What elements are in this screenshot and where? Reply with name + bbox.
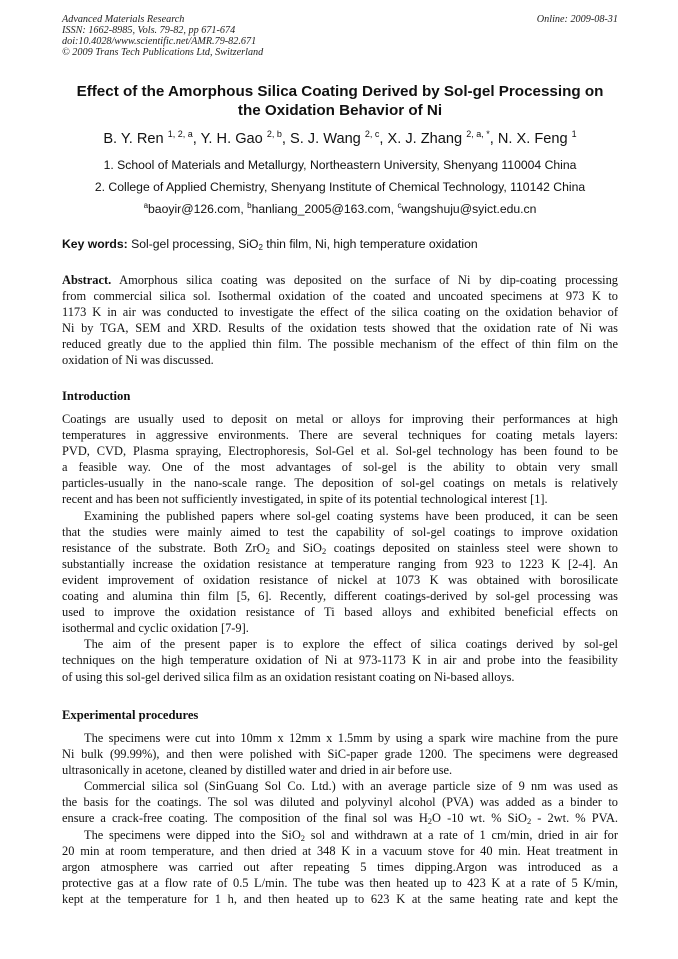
text-line: a feasible way. One of the most advantages of sol-gel is the ability to obtain very small [62, 460, 618, 475]
abstract [62, 272, 618, 369]
author-list [62, 129, 618, 149]
text-line: protective gas at a flow rate of 0.5 L/min. The tube was then heated up to 423 K at a rate of 5 K/min, [62, 875, 618, 890]
experimental-heading: Experimental procedures [62, 708, 199, 722]
text-line: that the studies were mainly aimed to test the capability of sol-gel coatings to improve oxidation [62, 524, 618, 539]
online-date: Online: 2009-08-31 [536, 14, 618, 25]
author: B. Y. Ren $^{1, 2, a}$, [103, 129, 201, 147]
affiliation-1: 1. School of Materials and Metallurgy, Northeastern University, Shenyang 110004 China [103, 158, 577, 172]
text-line: isothermal and cyclic oxidation [7-9]. [62, 621, 249, 636]
text-line: Ni bulk (99.99%), and then were polished with SiC-paper grade 1200. The specimens were degreased [62, 747, 618, 762]
text-line: ensure a crack-free coating. The composition of the final sol was $H_2O$ -10 wt. % SiO$_2$ - 2wt. % PVA. [62, 811, 618, 827]
affiliation-2: 2. College of Applied Chemistry, Shenyang Institute of Chemical Technology, 110142 China [94, 180, 586, 194]
text-line: of using this sol-gel derived silica film as an oxidation resistant coating on Ni-based alloys. [62, 669, 515, 684]
text-line: 20 min at room temperature, and then dried at 348 K in a vacuum stove for 40 min. Heat treatment in [62, 843, 618, 858]
author: Y. H. Gao $^{2, b}$, [200, 129, 290, 147]
text-line: used to improve the oxidation resistance of Ti based alloys and exhibited beneficial effects on [62, 605, 618, 620]
text-line: techniques on the high temperature oxidation of Ni at 973-1173 K in air and probe into the feasibility [62, 653, 618, 668]
abstract-line: oxidation of Ni was discussed. [62, 353, 214, 368]
introduction-body [62, 411, 618, 685]
text-line: recent and has been not sufficiently investigated, in spite of its potential technological interest [1]. [62, 492, 548, 507]
introduction-heading: Introduction [62, 389, 131, 403]
text-line: particles-usually in the nano-scale range. The deposition of sol-gel coatings on metals is relatively [62, 476, 618, 491]
text-line: Examining the published papers where sol-gel coating systems have been produced, it can be seen [84, 508, 618, 523]
running-header [62, 14, 618, 58]
text-line: the basis for the coatings. The sol was diluted and polyvinyl alcohol (PVA) was added as a binder to [62, 795, 618, 810]
journal-name: Advanced Materials Research [62, 14, 185, 25]
abstract-line: 1173 K in air was conducted to investigate the effect of the silica coating on the oxidation behavior of [62, 305, 618, 320]
keywords-label: Key words: [62, 237, 128, 251]
paper-title [62, 82, 618, 120]
abstract-line: from commercial silica sol. Isothermal oxidation of the coated and uncoated specimens at 973 K to [62, 289, 618, 304]
abstract-line: reduced greatly due to the applied thin film. The possible mechanism of the effect of thin film on the [62, 337, 618, 352]
abstract-label: Abstract. [62, 273, 112, 287]
text-line: Commercial silica sol (SinGuang Sol Co. Ltd.) with an average particle size of 9 nm was used as [84, 779, 618, 794]
text-line: kept at the temperature for 1 h, and then heated up to 623 K at the same heating rate and kept the [62, 891, 618, 906]
text-line: evident improvement of oxidation resistance of nickel at 1073 K was obtained with borosilicate [62, 572, 618, 587]
experimental-body [62, 730, 618, 907]
author: N. X. Feng $^1$ [497, 129, 577, 147]
text-line: Coatings are usually used to deposit on metal or alloys for improving their performances at high [62, 412, 618, 426]
title-line-1: Effect of the Amorphous Silica Coating Derived by Sol-gel Processing on [76, 83, 604, 100]
text-line: The specimens were cut into 10mm x 12mm x 1.5mm by using a spark wire machine from the pure [84, 731, 618, 745]
email-line: $^a$baoyir@126.com, $^b$hanliang_2005@163.com, $^c$wangshuju@syict.edu.cn [143, 201, 537, 216]
keywords: Key words: Sol-gel processing, SiO$_2$ thin film, Ni, high temperature oxidation [62, 237, 478, 252]
text-line: argon atmosphere was carried out after repeating 5 times dipping.Argon was introduced as a [62, 859, 618, 874]
text-line: resistance of the substrate. Both ZrO$_2$ and SiO$_2$ coatings deposited on stainless steel were shown to [62, 540, 618, 556]
abstract-line: Ni by TGA, SEM and XRD. Results of the oxidation tests showed that the oxidation rate of Ni was [62, 321, 618, 336]
text-line: ultrasonically in acetone, cleaned by distilled water and dried in air before use. [62, 763, 453, 778]
author: S. J. Wang $^{2, c}$, [289, 129, 388, 147]
issn-line: ISSN: 1662-8985, Vols. 79-82, pp 671-674 [62, 25, 236, 36]
author: X. J. Zhang $^{2, a, *}$, [387, 129, 498, 147]
text-line: The aim of the present paper is to explore the effect of silica coatings derived by sol-gel [84, 637, 618, 652]
text-line: PVD, CVD, Plasma spraying, Electrophoresis, Sol-Gel et al. Sol-gel technology has been found to be [62, 444, 618, 459]
title-line-2: the Oxidation Behavior of Ni [237, 102, 443, 119]
text-line: coating and alumina thin film [5, 6]. Recently, different coatings-derived by sol-gel processing was [62, 589, 618, 604]
doi-line: doi:10.4028/www.scientific.net/AMR.79-82.671 [62, 36, 257, 47]
text-line: substantially increase the oxidation resistance at temperature ranging from 923 to 1223 K [2-4]. An [62, 556, 618, 571]
text-line: temperatures in aggressive environments. There are several techniques for coating metals layers: [62, 428, 618, 443]
abstract-line: Abstract. Amorphous silica coating was deposited on the surface of Ni by dip-coating processing [62, 273, 618, 287]
text-line: The specimens were dipped into the SiO$_2$ sol and withdrawn at a rate of 1 cm/min, dried in air for [84, 827, 618, 843]
copyright-line: © 2009 Trans Tech Publications Ltd, Switzerland [62, 47, 264, 58]
